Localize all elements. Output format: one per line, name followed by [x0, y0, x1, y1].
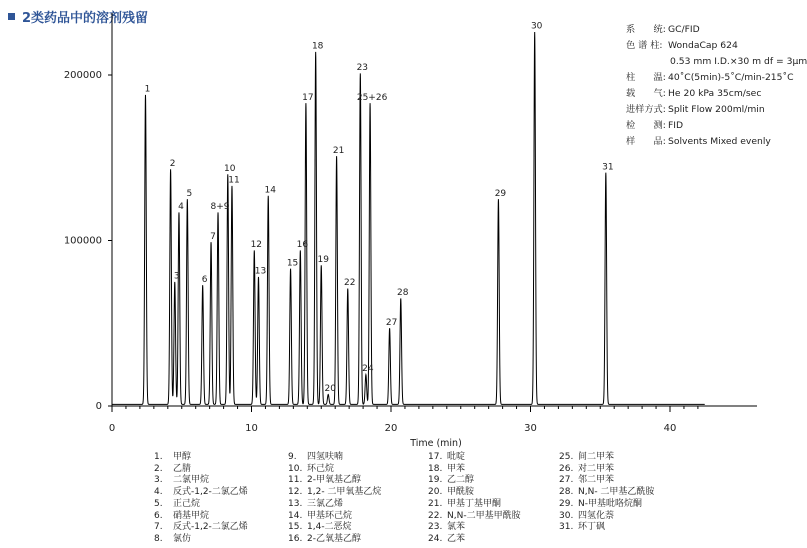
- legend-item: [154, 522, 248, 534]
- legend-item: [559, 511, 654, 523]
- legend-item: [559, 452, 654, 464]
- legend-number: 5.: [154, 498, 163, 509]
- peak-label: 27: [385, 317, 398, 328]
- condition-value: He 20 kPa 35cm/sec: [668, 88, 762, 99]
- x-tick-label: 20: [384, 423, 398, 434]
- peak-label: 16: [296, 240, 309, 251]
- peak-label: 22: [344, 278, 356, 289]
- legend-number: 20.: [428, 487, 443, 498]
- peak-label: 8+9: [210, 202, 230, 213]
- peak-label: 24: [362, 364, 374, 375]
- x-tick-label: 40: [663, 423, 677, 434]
- legend-compound: 环己烷: [307, 463, 335, 474]
- legend-compound: 氯苯: [447, 522, 466, 533]
- legend-compound: 甲基丁基甲酮: [447, 498, 502, 509]
- legend-item: [428, 499, 521, 511]
- condition-row: [626, 70, 807, 86]
- legend-compound: 反式-1,2-二氯乙烯: [173, 487, 248, 498]
- peak-label: 6: [201, 274, 208, 285]
- chromatogram-trace: [112, 32, 705, 404]
- legend-number: 14.: [288, 510, 303, 521]
- legend-number: 2.: [154, 463, 163, 474]
- condition-label: 色 谱 柱:: [626, 40, 663, 51]
- peak-label: 17: [302, 92, 314, 103]
- legend-compound: 二氯甲烷: [173, 475, 210, 486]
- x-tick-label: 10: [245, 423, 258, 434]
- legend-compound: N,N- 二甲基乙酰胺: [578, 487, 655, 498]
- peak-label: 29: [494, 188, 507, 199]
- legend-item: [428, 511, 521, 523]
- legend-number: 13.: [288, 498, 303, 509]
- legend-item: [288, 522, 381, 534]
- peak-label: 25+26: [356, 92, 388, 103]
- peak-label: 23: [356, 63, 369, 73]
- legend-item: [154, 487, 248, 499]
- legend-number: 6.: [154, 510, 163, 521]
- condition-value: 40˚C(5min)-5˚C/min-215˚C: [668, 72, 794, 83]
- legend-compound: N-甲基吡咯烷酮: [578, 498, 642, 509]
- x-tick-label: 30: [524, 423, 537, 434]
- peak-label: 19: [317, 254, 329, 265]
- legend-item: [154, 452, 248, 464]
- legend-number: 24.: [428, 533, 443, 544]
- title-text: 2类药品中的溶剂残留: [22, 11, 149, 26]
- condition-value: WondaCap 624: [668, 40, 738, 51]
- condition-row: [626, 102, 807, 118]
- condition-row: [626, 118, 807, 134]
- y-tick-label: 200000: [63, 70, 102, 81]
- legend-compound: 甲酰胺: [447, 487, 475, 498]
- peak-label: 3: [173, 271, 180, 282]
- legend-compound: 正己烷: [173, 498, 201, 509]
- legend-compound: 甲基环己烷: [307, 510, 353, 521]
- legend-number: 10.: [288, 463, 303, 474]
- peak-label: 15: [286, 258, 299, 269]
- legend-number: 12.: [288, 487, 303, 498]
- condition-value: Split Flow 200ml/min: [668, 104, 765, 115]
- legend-item: [288, 499, 381, 511]
- legend-item: [288, 487, 381, 499]
- legend-compound: N,N-二甲基甲酰胺: [447, 510, 521, 521]
- legend-number: 23.: [428, 522, 443, 533]
- legend-compound: 环丁砜: [578, 522, 606, 533]
- legend-item: [288, 475, 381, 487]
- legend-compound: 硝基甲烷: [173, 510, 210, 521]
- peak-label: 11: [228, 175, 240, 186]
- x-axis-label: Time (min): [410, 438, 462, 449]
- peak-label: 1: [144, 84, 151, 95]
- peak-label: 13: [254, 266, 267, 277]
- legend-item: [154, 475, 248, 487]
- legend-item: [288, 464, 381, 476]
- legend-compound: 三氯乙烯: [307, 498, 344, 509]
- peak-label: 20: [324, 384, 336, 395]
- condition-label: 系 统:: [626, 24, 666, 35]
- legend-item: [428, 464, 521, 476]
- peak-label: 12: [250, 240, 263, 251]
- legend-compound: 1,4-二恶烷: [307, 522, 352, 533]
- legend-number: 18.: [428, 463, 443, 474]
- legend-column: [559, 452, 654, 534]
- peak-label: 5: [186, 188, 193, 199]
- conditions-panel: [626, 22, 807, 150]
- legend-compound: 邻二甲苯: [578, 475, 615, 486]
- peak-label: 2: [169, 158, 176, 169]
- legend-compound: 四氢呋喃: [307, 452, 344, 462]
- legend-item: [154, 499, 248, 511]
- legend-compound: 甲苯: [447, 463, 466, 474]
- legend-item: [428, 522, 521, 534]
- peak-label: 4: [178, 202, 184, 213]
- legend-compound: 间二甲苯: [578, 452, 615, 462]
- legend-number: 31.: [559, 522, 574, 533]
- legend-item: [154, 511, 248, 523]
- legend-compound: 乙二醇: [447, 475, 475, 486]
- legend-compound: 2-乙氧基乙醇: [307, 533, 361, 544]
- condition-value: FID: [668, 120, 684, 131]
- condition-row: [626, 134, 807, 150]
- condition-label: 样 品:: [626, 136, 666, 147]
- peak-label: 31: [602, 162, 614, 173]
- legend-number: 11.: [288, 475, 303, 486]
- legend-item: [559, 475, 654, 487]
- legend-number: 22.: [428, 510, 443, 521]
- legend-number: 27.: [559, 475, 574, 486]
- legend-compound: 对二甲苯: [578, 463, 615, 474]
- legend-compound: 2-甲氧基乙醇: [307, 475, 361, 486]
- peak-label: 7: [210, 231, 216, 242]
- legend-column: [288, 452, 381, 546]
- legend-item: [288, 452, 381, 464]
- legend-item: [428, 475, 521, 487]
- legend-compound: 乙苯: [447, 533, 466, 544]
- legend-item: [154, 534, 248, 546]
- legend-compound: 乙腈: [173, 463, 192, 474]
- condition-value: 0.53 mm I.D.×30 m df = 3μm: [670, 56, 807, 67]
- y-tick-label: 100000: [63, 235, 102, 247]
- peak-label: 18: [311, 41, 324, 52]
- legend-number: 21.: [428, 498, 443, 509]
- legend-number: 15.: [288, 522, 303, 533]
- condition-row: [626, 54, 807, 70]
- legend-item: [428, 452, 521, 464]
- legend-column: [154, 452, 248, 546]
- legend-compound: 吡啶: [447, 452, 466, 462]
- legend-number: 3.: [154, 475, 163, 486]
- legend-item: [559, 499, 654, 511]
- peak-label: 28: [397, 288, 409, 299]
- condition-value: GC/FID: [668, 24, 700, 35]
- legend-item: [559, 487, 654, 499]
- legend-number: 1.: [154, 452, 163, 462]
- legend-item: [428, 534, 521, 546]
- legend-number: 8.: [154, 533, 163, 544]
- condition-row: [626, 38, 807, 54]
- legend-compound: 甲醇: [173, 452, 192, 462]
- legend-number: 29.: [559, 498, 574, 509]
- peak-label: 10: [224, 163, 236, 174]
- legend-number: 28.: [559, 487, 574, 498]
- legend-item: [428, 487, 521, 499]
- legend-item: [559, 522, 654, 534]
- legend-number: 4.: [154, 487, 163, 498]
- peak-label: 14: [264, 185, 276, 196]
- legend-compound: 1,2- 二甲氧基乙烷: [307, 487, 382, 498]
- condition-row: [626, 86, 807, 102]
- legend-item: [288, 511, 381, 523]
- legend-column: [428, 452, 521, 546]
- y-tick-label: 0: [95, 401, 102, 412]
- condition-row: [626, 22, 807, 38]
- legend-number: 17.: [428, 452, 443, 462]
- peak-label: 21: [332, 145, 345, 156]
- legend-compound: 氯仿: [173, 533, 192, 544]
- condition-label: 柱 温:: [626, 72, 666, 83]
- condition-label: 载 气:: [626, 88, 666, 99]
- condition-label: 检 测:: [626, 120, 666, 131]
- legend-number: 30.: [559, 510, 574, 521]
- legend-compound: 反式-1,2-二氯乙烯: [173, 522, 248, 533]
- legend-number: 7.: [154, 522, 163, 533]
- peak-label: 30: [530, 21, 543, 32]
- legend-item: [559, 464, 654, 476]
- condition-value: Solvents Mixed evenly: [668, 136, 771, 147]
- legend-number: 16.: [288, 533, 303, 544]
- x-tick-label: 0: [108, 423, 116, 434]
- condition-label: 进样方式:: [626, 104, 666, 115]
- legend-item: [154, 464, 248, 476]
- legend-item: [288, 534, 381, 546]
- legend-number: 19.: [428, 475, 443, 486]
- legend-number: 9.: [288, 452, 297, 462]
- legend-compound: 四氢化萘: [578, 510, 615, 521]
- legend-number: 25.: [559, 452, 574, 462]
- legend-number: 26.: [559, 463, 574, 474]
